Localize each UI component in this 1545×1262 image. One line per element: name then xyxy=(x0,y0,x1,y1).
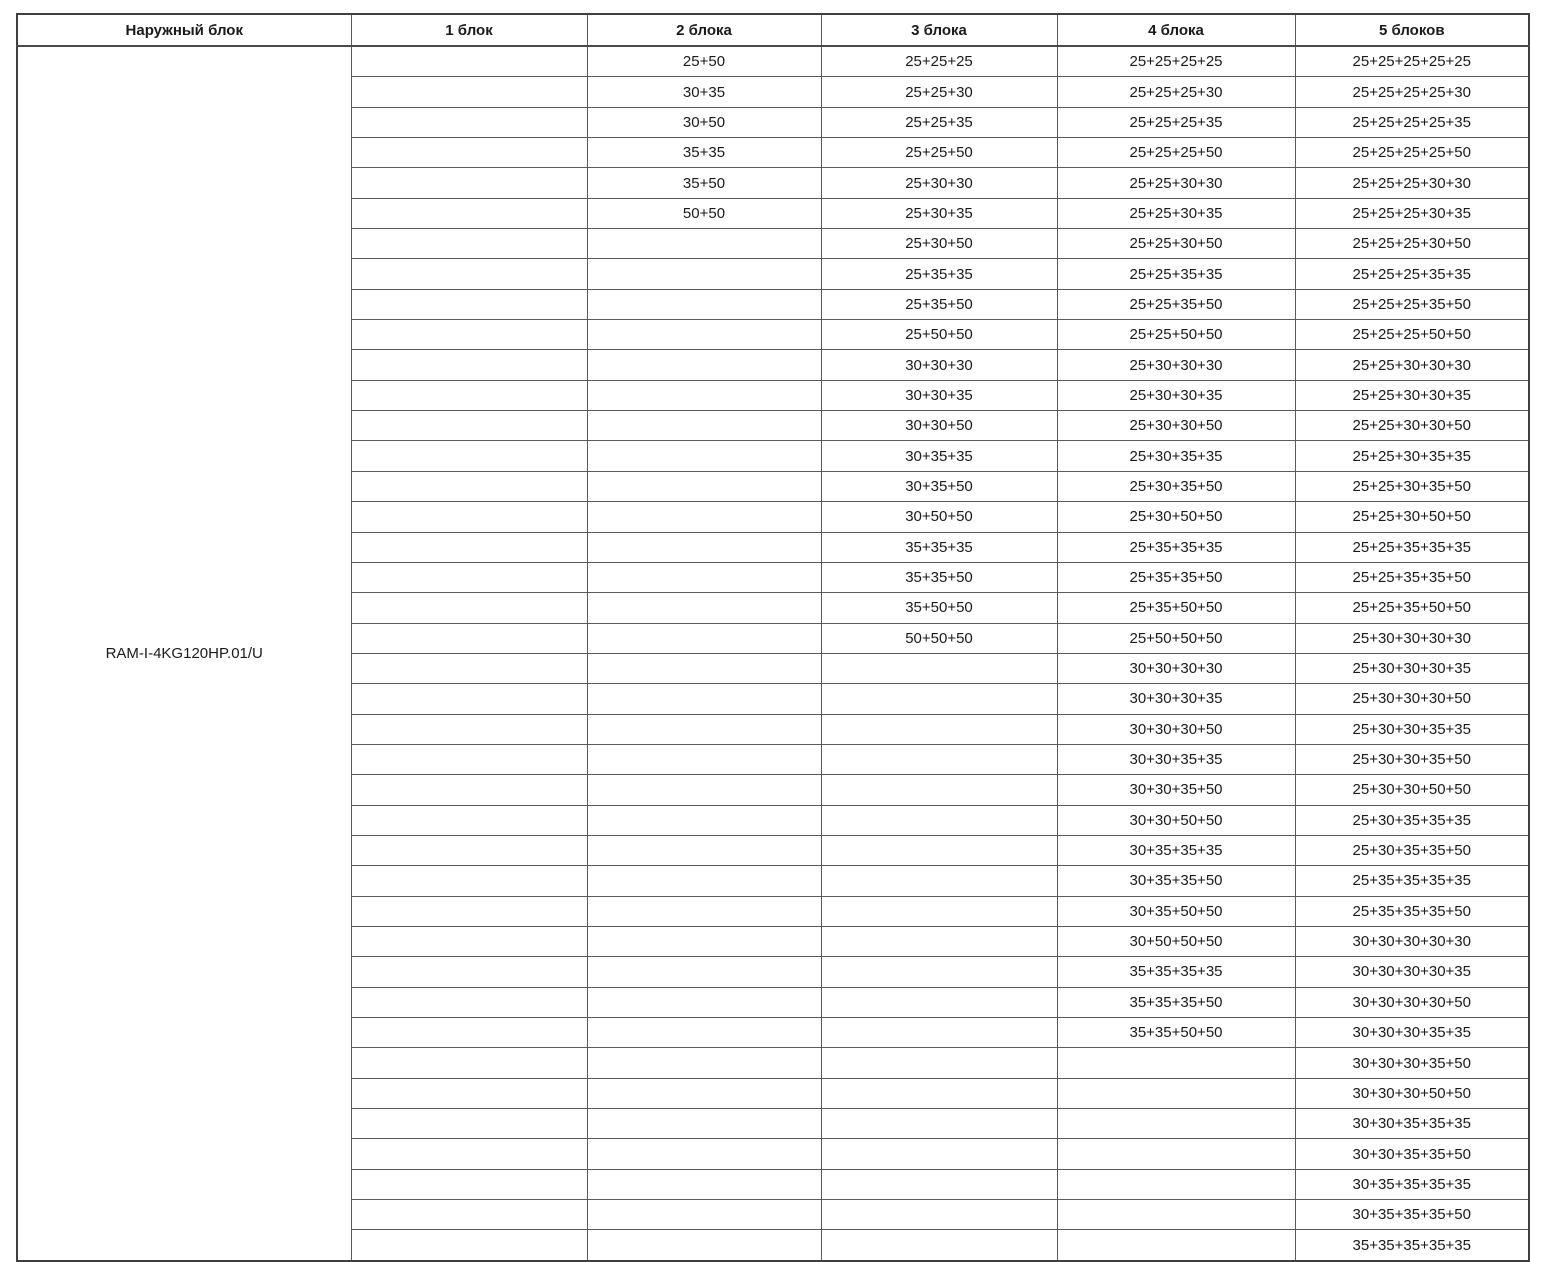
cell-five-blocks-row-22: 25+30+30+30+50 xyxy=(1295,684,1529,714)
cell-one-block-row-7 xyxy=(351,229,587,259)
cell-one-block-row-2 xyxy=(351,77,587,107)
cell-four-blocks-row-11: 25+30+30+30 xyxy=(1057,350,1295,380)
cell-five-blocks-row-38: 30+35+35+35+35 xyxy=(1295,1169,1529,1199)
cell-five-blocks-row-11: 25+25+30+30+30 xyxy=(1295,350,1529,380)
cell-three-blocks-row-31 xyxy=(821,957,1057,987)
cell-one-block-row-1 xyxy=(351,46,587,77)
cell-five-blocks-row-28: 25+35+35+35+35 xyxy=(1295,866,1529,896)
cell-five-blocks-row-6: 25+25+25+30+35 xyxy=(1295,198,1529,228)
cell-two-blocks-row-36 xyxy=(587,1109,821,1139)
cell-five-blocks-row-9: 25+25+25+35+50 xyxy=(1295,289,1529,319)
cell-one-block-row-33 xyxy=(351,1018,587,1048)
cell-one-block-row-9 xyxy=(351,289,587,319)
cell-two-blocks-row-19 xyxy=(587,593,821,623)
cell-five-blocks-row-16: 25+25+30+50+50 xyxy=(1295,502,1529,532)
cell-one-block-row-39 xyxy=(351,1200,587,1230)
cell-four-blocks-row-24: 30+30+35+35 xyxy=(1057,744,1295,774)
cell-four-blocks-row-26: 30+30+50+50 xyxy=(1057,805,1295,835)
cell-three-blocks-row-8: 25+35+35 xyxy=(821,259,1057,289)
cell-one-block-row-21 xyxy=(351,653,587,683)
cell-four-blocks-row-22: 30+30+30+35 xyxy=(1057,684,1295,714)
cell-five-blocks-row-8: 25+25+25+35+35 xyxy=(1295,259,1529,289)
cell-four-blocks-row-3: 25+25+25+35 xyxy=(1057,107,1295,137)
cell-one-block-row-35 xyxy=(351,1078,587,1108)
header-outdoor-unit: Наружный блок xyxy=(17,14,351,46)
cell-four-blocks-row-37 xyxy=(1057,1139,1295,1169)
cell-five-blocks-row-33: 30+30+30+35+35 xyxy=(1295,1018,1529,1048)
cell-two-blocks-row-32 xyxy=(587,987,821,1017)
cell-five-blocks-row-26: 25+30+35+35+35 xyxy=(1295,805,1529,835)
header-row xyxy=(17,14,1529,46)
cell-two-blocks-row-21 xyxy=(587,653,821,683)
cell-two-blocks-row-25 xyxy=(587,775,821,805)
cell-four-blocks-row-8: 25+25+35+35 xyxy=(1057,259,1295,289)
cell-four-blocks-row-16: 25+30+50+50 xyxy=(1057,502,1295,532)
cell-five-blocks-row-2: 25+25+25+25+30 xyxy=(1295,77,1529,107)
cell-two-blocks-row-1: 25+50 xyxy=(587,46,821,77)
table-body xyxy=(17,46,1529,1261)
cell-five-blocks-row-23: 25+30+30+35+35 xyxy=(1295,714,1529,744)
cell-two-blocks-row-4: 35+35 xyxy=(587,138,821,168)
cell-four-blocks-row-28: 30+35+35+50 xyxy=(1057,866,1295,896)
header-5-blocks: 5 блоков xyxy=(1295,14,1529,46)
combination-table xyxy=(16,13,1530,1262)
cell-five-blocks-row-15: 25+25+30+35+50 xyxy=(1295,471,1529,501)
cell-five-blocks-row-14: 25+25+30+35+35 xyxy=(1295,441,1529,471)
cell-three-blocks-row-20: 50+50+50 xyxy=(821,623,1057,653)
cell-five-blocks-row-20: 25+30+30+30+30 xyxy=(1295,623,1529,653)
cell-two-blocks-row-7 xyxy=(587,229,821,259)
cell-five-blocks-row-19: 25+25+35+50+50 xyxy=(1295,593,1529,623)
cell-four-blocks-row-39 xyxy=(1057,1200,1295,1230)
cell-one-block-row-8 xyxy=(351,259,587,289)
cell-two-blocks-row-18 xyxy=(587,562,821,592)
cell-one-block-row-31 xyxy=(351,957,587,987)
cell-one-block-row-24 xyxy=(351,744,587,774)
cell-three-blocks-row-29 xyxy=(821,896,1057,926)
cell-four-blocks-row-6: 25+25+30+35 xyxy=(1057,198,1295,228)
cell-three-blocks-row-6: 25+30+35 xyxy=(821,198,1057,228)
cell-one-block-row-32 xyxy=(351,987,587,1017)
cell-four-blocks-row-27: 30+35+35+35 xyxy=(1057,835,1295,865)
cell-two-blocks-row-2: 30+35 xyxy=(587,77,821,107)
cell-four-blocks-row-1: 25+25+25+25 xyxy=(1057,46,1295,77)
cell-three-blocks-row-16: 30+50+50 xyxy=(821,502,1057,532)
cell-five-blocks-row-25: 25+30+30+50+50 xyxy=(1295,775,1529,805)
cell-one-block-row-14 xyxy=(351,441,587,471)
cell-three-blocks-row-1: 25+25+25 xyxy=(821,46,1057,77)
outdoor-unit-cell: RAM-I-4KG120HP.01/U xyxy=(17,46,351,1261)
cell-three-blocks-row-35 xyxy=(821,1078,1057,1108)
cell-one-block-row-17 xyxy=(351,532,587,562)
cell-five-blocks-row-35: 30+30+30+50+50 xyxy=(1295,1078,1529,1108)
header-3-blocks: 3 блока xyxy=(821,14,1057,46)
cell-three-blocks-row-18: 35+35+50 xyxy=(821,562,1057,592)
cell-three-blocks-row-33 xyxy=(821,1018,1057,1048)
cell-one-block-row-38 xyxy=(351,1169,587,1199)
cell-two-blocks-row-12 xyxy=(587,380,821,410)
cell-five-blocks-row-10: 25+25+25+50+50 xyxy=(1295,320,1529,350)
cell-three-blocks-row-21 xyxy=(821,653,1057,683)
table-row xyxy=(17,46,1529,77)
cell-four-blocks-row-38 xyxy=(1057,1169,1295,1199)
cell-two-blocks-row-3: 30+50 xyxy=(587,107,821,137)
cell-four-blocks-row-20: 25+50+50+50 xyxy=(1057,623,1295,653)
cell-three-blocks-row-27 xyxy=(821,835,1057,865)
cell-one-block-row-37 xyxy=(351,1139,587,1169)
cell-four-blocks-row-7: 25+25+30+50 xyxy=(1057,229,1295,259)
cell-two-blocks-row-22 xyxy=(587,684,821,714)
cell-two-blocks-row-10 xyxy=(587,320,821,350)
cell-one-block-row-26 xyxy=(351,805,587,835)
cell-one-block-row-29 xyxy=(351,896,587,926)
cell-four-blocks-row-21: 30+30+30+30 xyxy=(1057,653,1295,683)
cell-one-block-row-36 xyxy=(351,1109,587,1139)
cell-five-blocks-row-4: 25+25+25+25+50 xyxy=(1295,138,1529,168)
cell-three-blocks-row-15: 30+35+50 xyxy=(821,471,1057,501)
cell-three-blocks-row-14: 30+35+35 xyxy=(821,441,1057,471)
cell-three-blocks-row-4: 25+25+50 xyxy=(821,138,1057,168)
cell-two-blocks-row-26 xyxy=(587,805,821,835)
cell-four-blocks-row-23: 30+30+30+50 xyxy=(1057,714,1295,744)
cell-three-blocks-row-39 xyxy=(821,1200,1057,1230)
cell-three-blocks-row-26 xyxy=(821,805,1057,835)
cell-five-blocks-row-31: 30+30+30+30+35 xyxy=(1295,957,1529,987)
cell-one-block-row-10 xyxy=(351,320,587,350)
cell-one-block-row-27 xyxy=(351,835,587,865)
cell-five-blocks-row-21: 25+30+30+30+35 xyxy=(1295,653,1529,683)
cell-one-block-row-18 xyxy=(351,562,587,592)
cell-three-blocks-row-19: 35+50+50 xyxy=(821,593,1057,623)
cell-two-blocks-row-14 xyxy=(587,441,821,471)
cell-five-blocks-row-13: 25+25+30+30+50 xyxy=(1295,411,1529,441)
cell-two-blocks-row-40 xyxy=(587,1230,821,1261)
cell-two-blocks-row-20 xyxy=(587,623,821,653)
cell-one-block-row-25 xyxy=(351,775,587,805)
cell-two-blocks-row-9 xyxy=(587,289,821,319)
cell-four-blocks-row-5: 25+25+30+30 xyxy=(1057,168,1295,198)
cell-four-blocks-row-12: 25+30+30+35 xyxy=(1057,380,1295,410)
cell-three-blocks-row-34 xyxy=(821,1048,1057,1078)
cell-one-block-row-3 xyxy=(351,107,587,137)
cell-five-blocks-row-12: 25+25+30+30+35 xyxy=(1295,380,1529,410)
cell-four-blocks-row-10: 25+25+50+50 xyxy=(1057,320,1295,350)
cell-two-blocks-row-23 xyxy=(587,714,821,744)
cell-five-blocks-row-3: 25+25+25+25+35 xyxy=(1295,107,1529,137)
cell-three-blocks-row-36 xyxy=(821,1109,1057,1139)
cell-four-blocks-row-15: 25+30+35+50 xyxy=(1057,471,1295,501)
cell-two-blocks-row-38 xyxy=(587,1169,821,1199)
cell-five-blocks-row-18: 25+25+35+35+50 xyxy=(1295,562,1529,592)
cell-two-blocks-row-6: 50+50 xyxy=(587,198,821,228)
cell-two-blocks-row-35 xyxy=(587,1078,821,1108)
header-2-blocks: 2 блока xyxy=(587,14,821,46)
cell-two-blocks-row-29 xyxy=(587,896,821,926)
cell-three-blocks-row-38 xyxy=(821,1169,1057,1199)
header-1-block: 1 блок xyxy=(351,14,587,46)
cell-five-blocks-row-39: 30+35+35+35+50 xyxy=(1295,1200,1529,1230)
cell-four-blocks-row-35 xyxy=(1057,1078,1295,1108)
cell-two-blocks-row-30 xyxy=(587,926,821,956)
cell-four-blocks-row-29: 30+35+50+50 xyxy=(1057,896,1295,926)
cell-five-blocks-row-7: 25+25+25+30+50 xyxy=(1295,229,1529,259)
cell-one-block-row-28 xyxy=(351,866,587,896)
cell-four-blocks-row-34 xyxy=(1057,1048,1295,1078)
cell-two-blocks-row-5: 35+50 xyxy=(587,168,821,198)
cell-four-blocks-row-31: 35+35+35+35 xyxy=(1057,957,1295,987)
cell-three-blocks-row-5: 25+30+30 xyxy=(821,168,1057,198)
cell-four-blocks-row-4: 25+25+25+50 xyxy=(1057,138,1295,168)
cell-three-blocks-row-40 xyxy=(821,1230,1057,1261)
cell-three-blocks-row-32 xyxy=(821,987,1057,1017)
cell-three-blocks-row-23 xyxy=(821,714,1057,744)
cell-five-blocks-row-17: 25+25+35+35+35 xyxy=(1295,532,1529,562)
cell-three-blocks-row-10: 25+50+50 xyxy=(821,320,1057,350)
cell-two-blocks-row-28 xyxy=(587,866,821,896)
cell-four-blocks-row-32: 35+35+35+50 xyxy=(1057,987,1295,1017)
cell-three-blocks-row-13: 30+30+50 xyxy=(821,411,1057,441)
cell-five-blocks-row-36: 30+30+35+35+35 xyxy=(1295,1109,1529,1139)
cell-five-blocks-row-37: 30+30+35+35+50 xyxy=(1295,1139,1529,1169)
cell-three-blocks-row-12: 30+30+35 xyxy=(821,380,1057,410)
cell-one-block-row-30 xyxy=(351,926,587,956)
cell-three-blocks-row-25 xyxy=(821,775,1057,805)
cell-one-block-row-16 xyxy=(351,502,587,532)
cell-five-blocks-row-29: 25+35+35+35+50 xyxy=(1295,896,1529,926)
cell-two-blocks-row-15 xyxy=(587,471,821,501)
cell-three-blocks-row-3: 25+25+35 xyxy=(821,107,1057,137)
cell-four-blocks-row-13: 25+30+30+50 xyxy=(1057,411,1295,441)
cell-five-blocks-row-1: 25+25+25+25+25 xyxy=(1295,46,1529,77)
cell-four-blocks-row-19: 25+35+50+50 xyxy=(1057,593,1295,623)
cell-one-block-row-6 xyxy=(351,198,587,228)
cell-five-blocks-row-30: 30+30+30+30+30 xyxy=(1295,926,1529,956)
cell-one-block-row-5 xyxy=(351,168,587,198)
cell-one-block-row-23 xyxy=(351,714,587,744)
cell-two-blocks-row-16 xyxy=(587,502,821,532)
cell-two-blocks-row-34 xyxy=(587,1048,821,1078)
cell-one-block-row-22 xyxy=(351,684,587,714)
header-4-blocks: 4 блока xyxy=(1057,14,1295,46)
cell-one-block-row-4 xyxy=(351,138,587,168)
cell-one-block-row-19 xyxy=(351,593,587,623)
cell-five-blocks-row-40: 35+35+35+35+35 xyxy=(1295,1230,1529,1261)
cell-two-blocks-row-33 xyxy=(587,1018,821,1048)
cell-two-blocks-row-24 xyxy=(587,744,821,774)
cell-one-block-row-13 xyxy=(351,411,587,441)
cell-two-blocks-row-37 xyxy=(587,1139,821,1169)
cell-five-blocks-row-32: 30+30+30+30+50 xyxy=(1295,987,1529,1017)
cell-four-blocks-row-17: 25+35+35+35 xyxy=(1057,532,1295,562)
cell-two-blocks-row-39 xyxy=(587,1200,821,1230)
cell-four-blocks-row-40 xyxy=(1057,1230,1295,1261)
cell-three-blocks-row-7: 25+30+50 xyxy=(821,229,1057,259)
cell-four-blocks-row-2: 25+25+25+30 xyxy=(1057,77,1295,107)
cell-one-block-row-34 xyxy=(351,1048,587,1078)
cell-three-blocks-row-9: 25+35+50 xyxy=(821,289,1057,319)
cell-three-blocks-row-22 xyxy=(821,684,1057,714)
cell-five-blocks-row-34: 30+30+30+35+50 xyxy=(1295,1048,1529,1078)
cell-three-blocks-row-2: 25+25+30 xyxy=(821,77,1057,107)
cell-five-blocks-row-24: 25+30+30+35+50 xyxy=(1295,744,1529,774)
cell-four-blocks-row-9: 25+25+35+50 xyxy=(1057,289,1295,319)
cell-three-blocks-row-37 xyxy=(821,1139,1057,1169)
cell-four-blocks-row-36 xyxy=(1057,1109,1295,1139)
cell-one-block-row-11 xyxy=(351,350,587,380)
cell-three-blocks-row-17: 35+35+35 xyxy=(821,532,1057,562)
cell-three-blocks-row-24 xyxy=(821,744,1057,774)
cell-one-block-row-20 xyxy=(351,623,587,653)
cell-three-blocks-row-11: 30+30+30 xyxy=(821,350,1057,380)
cell-three-blocks-row-30 xyxy=(821,926,1057,956)
cell-two-blocks-row-8 xyxy=(587,259,821,289)
cell-two-blocks-row-27 xyxy=(587,835,821,865)
cell-four-blocks-row-33: 35+35+50+50 xyxy=(1057,1018,1295,1048)
cell-three-blocks-row-28 xyxy=(821,866,1057,896)
cell-one-block-row-15 xyxy=(351,471,587,501)
cell-two-blocks-row-11 xyxy=(587,350,821,380)
cell-two-blocks-row-17 xyxy=(587,532,821,562)
cell-four-blocks-row-14: 25+30+35+35 xyxy=(1057,441,1295,471)
cell-one-block-row-12 xyxy=(351,380,587,410)
cell-five-blocks-row-27: 25+30+35+35+50 xyxy=(1295,835,1529,865)
cell-four-blocks-row-30: 30+50+50+50 xyxy=(1057,926,1295,956)
cell-five-blocks-row-5: 25+25+25+30+30 xyxy=(1295,168,1529,198)
cell-four-blocks-row-18: 25+35+35+50 xyxy=(1057,562,1295,592)
cell-two-blocks-row-13 xyxy=(587,411,821,441)
cell-four-blocks-row-25: 30+30+35+50 xyxy=(1057,775,1295,805)
cell-two-blocks-row-31 xyxy=(587,957,821,987)
cell-one-block-row-40 xyxy=(351,1230,587,1261)
